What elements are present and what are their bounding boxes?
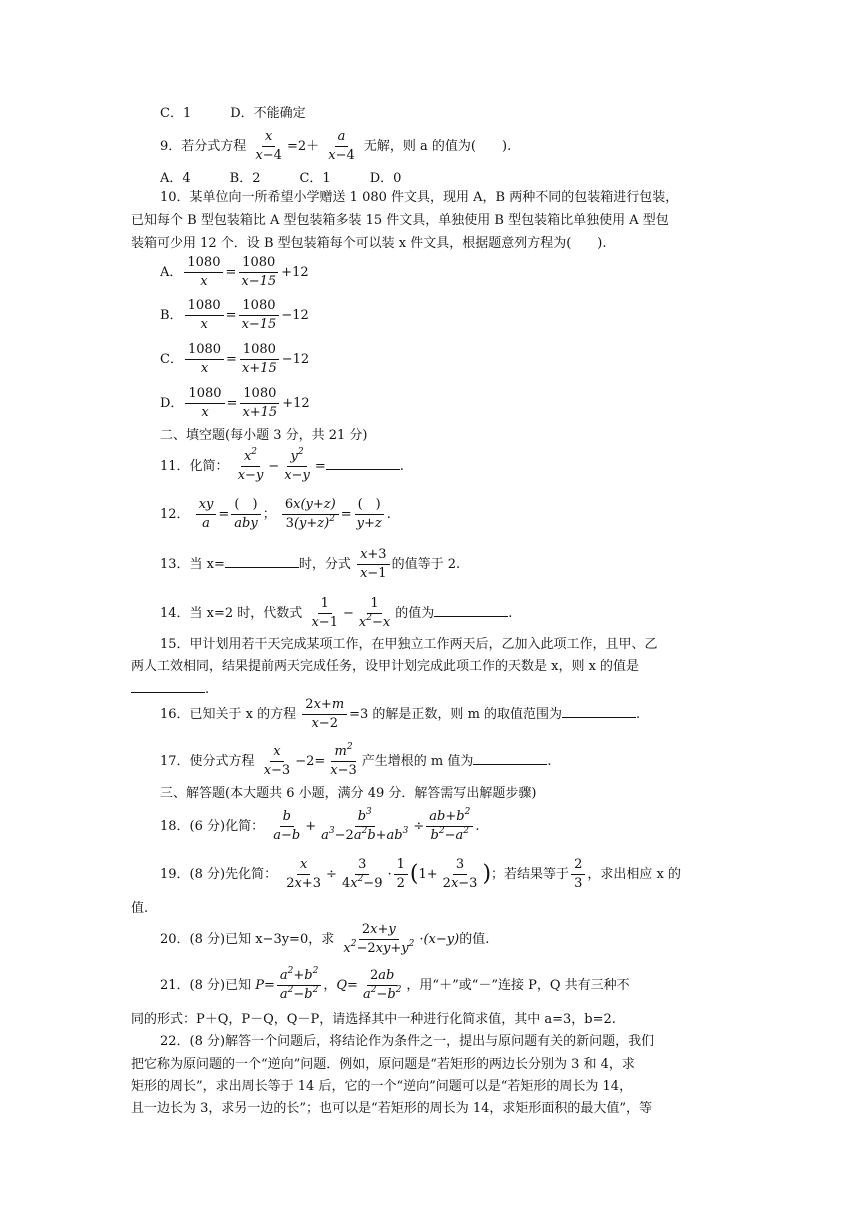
section-3-heading: 三、解答题(本大题共 6 小题，满分 49 分．解答需写出解题步骤) bbox=[160, 786, 537, 801]
question-11: 11．化简： $\frac{x^2}{x-y}$ − $\frac{y^2}{x-y}$ = . bbox=[160, 447, 404, 483]
q10-line1: 10．某单位向一所希望小学赠送 1 080 件文具，现用 A，B 两种不同的包装箱进行包装， bbox=[160, 190, 679, 205]
question-14: 14．当 x=2 时，代数式 $\frac{1}{x-1}$ − $\frac{1}{x^2-x}$ 的值为 . bbox=[160, 596, 513, 630]
question-20: 20．(8 分)已知 x−3y=0，求 $\frac{2x+y}{x^2-2xy+y^2}$ ·(x−y)的值. bbox=[160, 922, 490, 956]
q11-answer-blank[interactable] bbox=[326, 457, 400, 470]
q22-line1: 22．(8 分)解答一个问题后，将结论作为条件之一，提出与原问题有关的新问题，我们 bbox=[160, 1034, 655, 1049]
q10-option-c: C． $\frac{1080}{x}$ = $\frac{1080}{x+15}$ −12 bbox=[160, 342, 310, 376]
q8-options: C．1 D．不能确定 bbox=[160, 106, 306, 121]
q9-frac-1: $\frac{x}{x-4}$ bbox=[255, 129, 282, 163]
section-2-heading: 二、填空题(每小题 3 分，共 21 分) bbox=[160, 428, 368, 443]
q9-suffix: 无解，则 a 的值为( ). bbox=[363, 139, 512, 154]
q10-line2: 已知每个 B 型包装箱比 A 型包装箱多装 15 件文具，单独使用 B 型包装箱比单独使用 A 型包 bbox=[131, 213, 669, 228]
question-12: 12． $\frac{xy}{a}$ = $\frac{( )}{\text{aby}}$ ； $\frac{6x(y+z)}{3(y+z)^2}$ = $\frac{( )}{y+z}$ . bbox=[160, 497, 391, 531]
q15-line1: 15．甲计划用若干天完成某项工作，在甲独立工作两天后，乙加入此项工作，且甲、乙 bbox=[160, 637, 658, 652]
question-18: 18．(6 分)化简： $\frac{b}{a-b}$ + $\frac{b^3}{a^3-2a^2b+ab^3}$ ÷ $\frac{ab+b^2}{b^2-a^2}$ . bbox=[160, 807, 480, 843]
q10-option-a: A． $\frac{1080}{x}$ = $\frac{1080}{x-15}$ +12 bbox=[160, 255, 309, 289]
question-16: 16．已知关于 x 的方程 $\frac{2x+m}{x-2}$ =3 的解是正数，则 m 的取值范围为 . bbox=[160, 697, 641, 731]
q13-answer-blank[interactable] bbox=[225, 555, 299, 568]
q14-answer-blank[interactable] bbox=[434, 604, 508, 617]
q19-line2: 值. bbox=[131, 901, 149, 916]
q22-line2: 把它称为原问题的一个“逆向”问题．例如，原问题是“若矩形的两边长分别为 3 和 4，求 bbox=[131, 1057, 635, 1072]
question-9: 9．若分式方程 $\frac{x}{x-4}$ =2＋ $\frac{a}{x-4}$ 无解，则 a 的值为( ). bbox=[160, 129, 512, 163]
q15-answer-blank[interactable] bbox=[131, 680, 205, 693]
q9-frac-2: $\frac{a}{x-4}$ bbox=[328, 129, 355, 163]
question-13: 13．当 x= 时，分式 $\frac{x+3}{x-1}$ 的值等于 2. bbox=[160, 547, 461, 581]
q21-line2: 同的形式：P＋Q，P－Q，Q－P，请选择其中一种进行化简求值，其中 a=3，b=2. bbox=[131, 1012, 616, 1027]
q10-line3: 装箱可少用 12 个．设 B 型包装箱每个可以装 x 件文具，根据题意列方程为( ). bbox=[131, 236, 607, 251]
q10-option-b: B． $\frac{1080}{x}$ = $\frac{1080}{x-15}$ −12 bbox=[160, 298, 309, 332]
q10-option-d: D． $\frac{1080}{x}$ = $\frac{1080}{x+15}$ +12 bbox=[160, 386, 310, 420]
q22-line4: 且一边长为 3，求另一边的长”；也可以是“若矩形的周长为 14，求矩形面积的最大值”，等 bbox=[131, 1101, 653, 1116]
q16-answer-blank[interactable] bbox=[562, 705, 636, 718]
q15-line2: 两人工效相同，结果提前两天完成任务，设甲计划完成此项工作的天数是 x，则 x 的值是 bbox=[131, 659, 640, 674]
q17-answer-blank[interactable] bbox=[473, 752, 547, 765]
question-19: 19．(8 分)先化简： $\frac{x}{2x+3}$ ÷ $\frac{3}{4x^2-9}$ · $\frac{1}{2}$ (1+ $\frac{3}{2x-3}$ )；若结果等于 $\frac{2}{3}$ ，求出相应 x 的 bbox=[160, 857, 681, 891]
q9-prefix: 9．若分式方程 bbox=[160, 139, 247, 154]
q22-line3: 矩形的周长”，求出周长等于 14 后，它的一个“逆向”问题可以是“若矩形的周长为 14， bbox=[131, 1079, 633, 1094]
q15-line3: . bbox=[131, 680, 209, 698]
question-17: 17．使分式方程 $\frac{x}{x-3}$ −2= $\frac{m^2}{x-3}$ 产生增根的 m 值为 . bbox=[160, 742, 552, 778]
question-21: 21．(8 分)已知 P= $\frac{a^2+b^2}{a^2-b^2}$ ，Q= $\frac{2ab}{a^2-b^2}$ ，用“＋”或“－”连接 P，Q 共有三种不 bbox=[160, 966, 630, 1002]
q9-options: A．4 B．2 C．1 D．0 bbox=[160, 171, 402, 186]
